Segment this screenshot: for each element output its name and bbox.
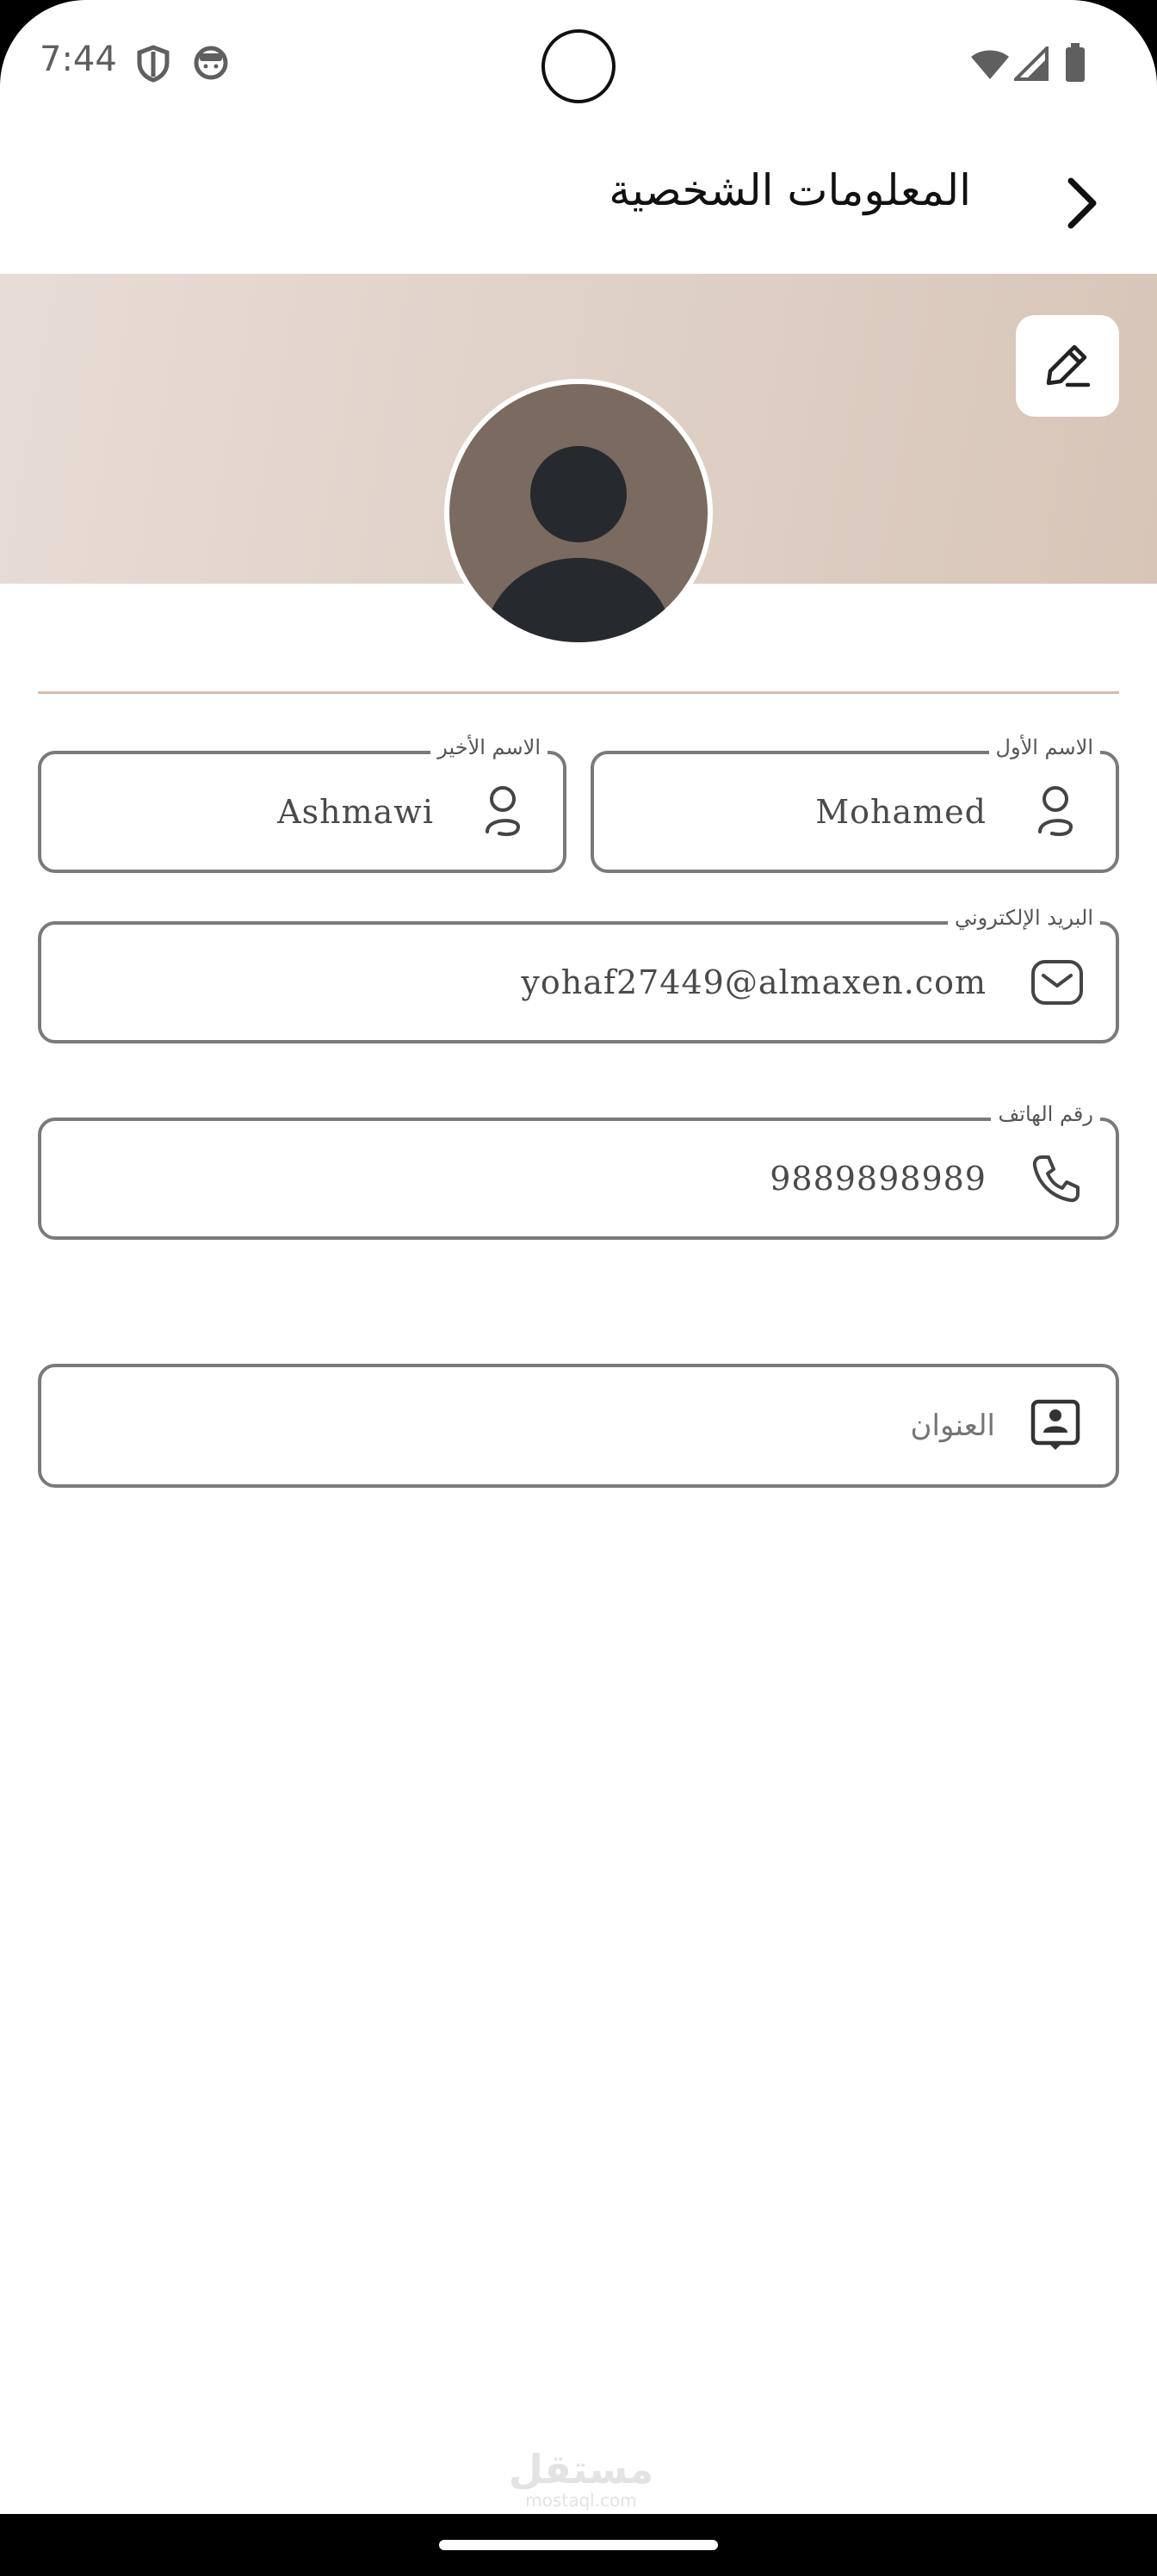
home-indicator[interactable] [439,2540,718,2550]
divider [38,691,1119,694]
phone-icon [1030,1152,1083,1205]
avatar-head-shape [530,446,627,542]
battery-icon [1064,43,1086,83]
phone-field[interactable] [38,1102,1119,1240]
shield-icon [136,45,170,83]
page-title: المعلومات الشخصية [609,165,971,215]
back-button[interactable] [1055,169,1111,238]
watermark-latin: mostaql.com [525,2490,637,2511]
app-bar [0,129,1157,274]
email-value: yohaf27449@almaxen.com [521,963,987,1001]
wifi-icon [969,46,1011,81]
pencil-icon [1040,338,1095,393]
edit-profile-button[interactable] [1016,315,1119,417]
watermark [508,2447,654,2509]
address-input-wrap [220,1367,995,1484]
envelope-icon [1030,958,1085,1006]
phone-value: 9889898989 [770,1160,987,1198]
address-input[interactable] [220,1409,995,1443]
address-field[interactable] [38,1364,1119,1488]
first-name-value: Mohamed [815,793,987,831]
last-name-field[interactable] [38,735,566,873]
status-time: 7:44 [40,40,117,79]
watermark-arabic: مستقل [508,2446,654,2492]
user-icon [480,783,529,840]
user-icon [1033,783,1081,840]
avatar[interactable] [444,379,713,647]
signal-icon [1014,46,1049,81]
first-name-field[interactable] [591,735,1119,873]
chevron-right-icon [1055,169,1111,238]
last-name-label: الاسم الأخير [430,735,548,759]
address-card-icon [1030,1398,1081,1453]
last-name-value: Ashmawi [277,793,434,831]
camera-cutout [541,29,616,103]
first-name-label: الاسم الأول [989,735,1100,759]
email-label: البريد الإلكتروني [948,906,1100,930]
avatar-body-shape [484,558,673,647]
status-bar [0,0,1157,129]
email-field[interactable] [38,906,1119,1043]
phone-label: رقم الهاتف [991,1102,1100,1126]
face-icon [193,45,229,81]
